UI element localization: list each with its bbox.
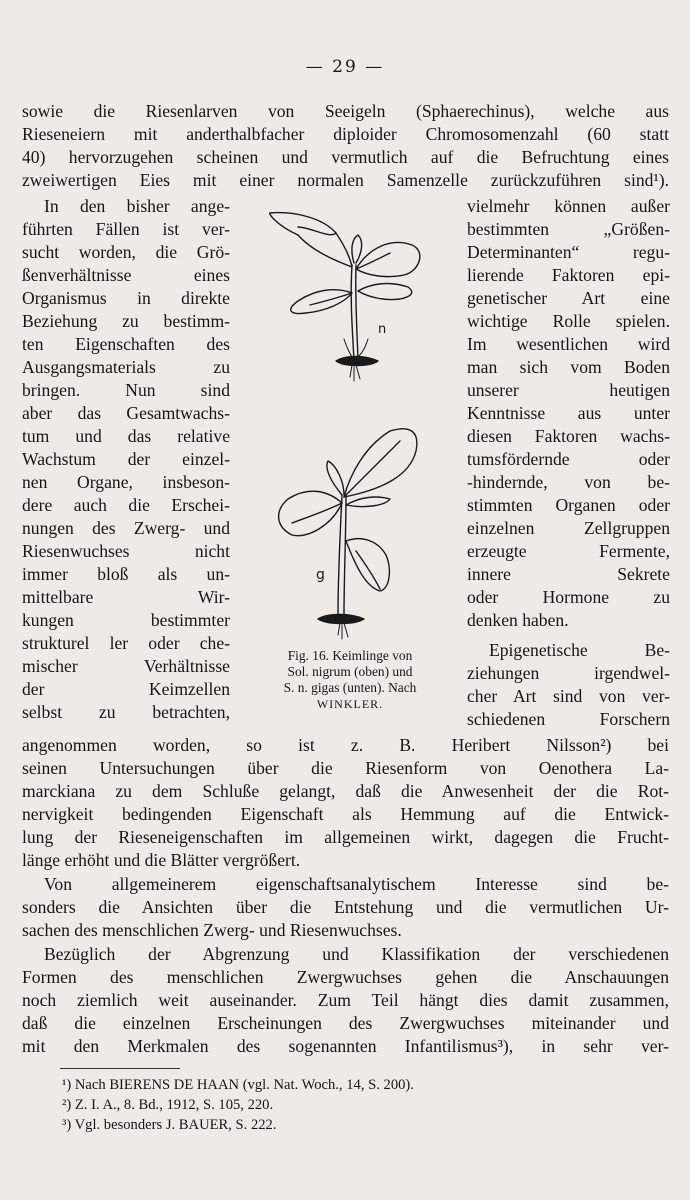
text-line: strukturel ler oder che- xyxy=(22,633,230,653)
text-line: oder Hormone zu xyxy=(467,587,670,607)
text-line: bestimmten „Größen- xyxy=(467,219,670,239)
text-line: dere auch die Erschei- xyxy=(22,495,230,515)
text-line: Beziehung zu bestimm- xyxy=(22,311,230,331)
text-line: führten Fällen ist ver- xyxy=(22,219,230,239)
text-line: Kenntnisse aus unter xyxy=(467,403,670,423)
text-line: Organismus in direkte xyxy=(22,288,230,308)
text-line: mit den Merkmalen des sogenannten Infantilismus³), in sehr ver- xyxy=(22,1036,669,1056)
text-line: stimmten Organen oder xyxy=(467,495,670,515)
text-line: aber das Gesamtwachs- xyxy=(22,403,230,423)
text-line: bringen. Nun sind xyxy=(22,380,230,400)
footnote: ³) Vgl. besonders J. BAUER, S. 222. xyxy=(62,1117,277,1133)
caption-line: Sol. nigrum (oben) und xyxy=(287,664,413,679)
text-line: tum und das relative xyxy=(22,426,230,446)
figure-caption xyxy=(244,648,456,712)
text-line: innere Sekrete xyxy=(467,564,670,584)
text-line: Formen des menschlichen Zwergwuchses gehen die Anschauungen xyxy=(22,967,669,987)
text-line: 40) hervorzugehen scheinen und vermutlich auf die Befruchtung eines xyxy=(22,147,669,167)
text-line: seinen Untersuchungen über die Riesenform von Oenothera La- xyxy=(22,758,669,778)
text-line: ziehungen irgendwel- xyxy=(467,663,670,683)
text-line: ßenverhältnisse eines xyxy=(22,265,230,285)
text-line: schiedenen Forschern xyxy=(467,709,670,729)
text-line: Rieseneiern mit anderthalbfacher diploider Chromosomenzahl (60 statt xyxy=(22,124,669,144)
text-line: sowie die Riesenlarven von Seeigeln (Sphaerechinus), welche aus xyxy=(22,101,669,121)
text-line: vielmehr können außer xyxy=(467,196,670,216)
text-line: kungen bestimmter xyxy=(22,610,230,630)
text-line: einzelnen Zellgruppen xyxy=(467,518,670,538)
text-line: -hindernde, von be- xyxy=(467,472,670,492)
text-line: lierende Faktoren epi- xyxy=(467,265,670,285)
caption-line: S. n. gigas (unten). Nach xyxy=(283,680,417,695)
text-line: marckiana zu dem Schluße gelangt, daß die Anwesenheit der die Rot- xyxy=(22,781,669,801)
page-number: — 29 — xyxy=(305,57,385,77)
text-line: sucht worden, die Grö- xyxy=(22,242,230,262)
text-line: Ausgangsmaterials zu xyxy=(22,357,230,377)
text-line: Epigenetische Be- xyxy=(489,640,670,660)
text-line: genetischer Art eine xyxy=(467,288,670,308)
text-line: länge erhöht und die Blätter vergrößert. xyxy=(22,850,301,870)
text-line: nen Organe, insbeson- xyxy=(22,472,230,492)
text-line: Wachstum der einzel- xyxy=(22,449,230,469)
text-line: noch ziemlich weit auseinander. Zum Teil hängt dies damit zusammen, xyxy=(22,990,669,1010)
text-line: daß die einzelnen Erscheinungen des Zwergwuchses miteinander und xyxy=(22,1013,669,1033)
caption-line: WINKLER. xyxy=(316,697,384,711)
seedling-figure xyxy=(240,205,460,645)
seedling-illustration xyxy=(240,205,460,645)
footnote: ²) Z. I. A., 8. Bd., 1912, S. 105, 220. xyxy=(62,1097,274,1113)
footnote-rule xyxy=(60,1068,180,1069)
text-line: zweiwertigen Eies mit einer normalen Samenzelle zurückzuführen sind¹). xyxy=(22,170,669,190)
text-line: man sich vom Boden xyxy=(467,357,670,377)
text-line: Von allgemeinerem eigenschaftsanalytischem Interesse sind be- xyxy=(44,874,669,894)
text-line: In den bisher ange- xyxy=(44,196,230,216)
text-line: immer bloß als un- xyxy=(22,564,230,584)
figure-label-n: n xyxy=(378,322,387,337)
text-line: nungen des Zwerg- und xyxy=(22,518,230,538)
text-line: der Keimzellen xyxy=(22,679,230,699)
text-line: sonders die Ansichten über die Entstehung und die vermutlichen Ur- xyxy=(22,897,669,917)
text-line: wichtige Rolle spielen. xyxy=(467,311,670,331)
text-line: tumsfördernde oder xyxy=(467,449,670,469)
text-line: Im wesentlichen wird xyxy=(467,334,670,354)
caption-line: Fig. 16. Keimlinge von xyxy=(287,648,413,663)
text-line: Determinanten“ regu- xyxy=(467,242,670,262)
figure-label-g: g xyxy=(316,567,325,583)
text-line: denken haben. xyxy=(467,610,569,630)
footnote: ¹) Nach BIERENS DE HAAN (vgl. Nat. Woch., 14, S. 200). xyxy=(62,1077,414,1093)
text-line: lung der Rieseneigenschaften im allgemeinen wirkt, dagegen die Frucht- xyxy=(22,827,669,847)
text-line: cher Art sind von ver- xyxy=(467,686,670,706)
text-line: unserer heutigen xyxy=(467,380,670,400)
text-line: Bezüglich der Abgrenzung und Klassifikation der verschiedenen xyxy=(44,944,669,964)
text-line: diesen Faktoren wachs- xyxy=(467,426,670,446)
text-line: mittelbare Wir- xyxy=(22,587,230,607)
text-line: ten Eigenschaften des xyxy=(22,334,230,354)
text-line: selbst zu betrachten, xyxy=(22,702,230,722)
text-line: angenommen worden, so ist z. B. Heribert Nilsson²) bei xyxy=(22,735,669,755)
text-line: mischer Verhältnisse xyxy=(22,656,230,676)
text-line: Riesenwuchses nicht xyxy=(22,541,230,561)
text-line: nervigkeit bedingenden Eigenschaft als Hemmung auf die Entwick- xyxy=(22,804,669,824)
text-line: erzeugte Fermente, xyxy=(467,541,670,561)
text-line: sachen des menschlichen Zwerg- und Riesenwuchses. xyxy=(22,920,402,940)
